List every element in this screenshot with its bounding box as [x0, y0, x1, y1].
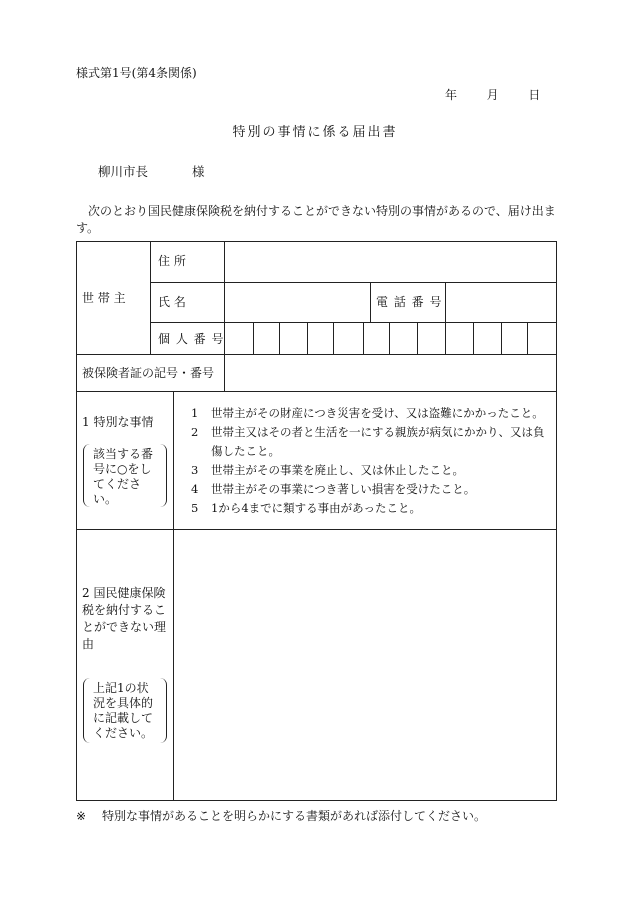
list-item[interactable]: 3 世帯主がその事業を廃止し、又は休止したこと。	[191, 463, 464, 477]
recipient-honorific: 様	[192, 164, 205, 179]
footnote-text: 特別な事情があることを明らかにする書類があれば添付してください。	[102, 809, 487, 823]
intro-text: 次のとおり国民健康保険税を納付することができない特別の事情があるので、届け出ます。	[76, 204, 556, 235]
phone-label: 電 話 番 号	[376, 295, 443, 309]
name-label: 氏 名	[158, 295, 186, 309]
recipient-name: 柳川市長	[98, 164, 149, 179]
list-item[interactable]: 5 1から4までに類する事由があったこと。	[191, 501, 422, 515]
phone-field[interactable]	[446, 283, 556, 322]
insurance-card-label: 被保険者証の記号・番号	[82, 366, 215, 380]
section1-bracket	[83, 444, 167, 507]
date-fields	[445, 88, 540, 102]
date-year-label: 年	[445, 88, 458, 102]
name-field[interactable]	[225, 283, 370, 322]
date-day-label: 日	[528, 88, 541, 102]
section1-bracket-note: 該当する番号に○をしてください。	[93, 447, 154, 506]
special-circumstances-list	[191, 404, 553, 518]
list-item[interactable]: 1 世帯主がその財産につき災害を受け、又は盗難にかかったこと。	[191, 406, 544, 420]
householder-label: 世 帯 主	[82, 291, 126, 305]
reason-label: 2 国民健康保険税を納付することができない理由	[82, 586, 167, 651]
list-item[interactable]: 4 世帯主がその事業につき著しい損害を受けたこと。	[191, 482, 476, 496]
date-month-label: 月	[486, 88, 499, 102]
my-number-label: 個 人 番 号	[158, 332, 225, 346]
my-number-field[interactable]	[225, 323, 556, 354]
document-title: 特別の事情に係る届出書	[232, 125, 398, 140]
reason-textarea[interactable]	[174, 530, 556, 800]
special-circumstances-label: 1 特別な事情	[82, 415, 154, 429]
list-item[interactable]: 2 世帯主又はその者と生活を一にする親族が病気にかかり、又は負傷したこと。	[191, 425, 545, 458]
form-number: 様式第1号(第4条関係)	[76, 66, 197, 80]
footnote	[76, 809, 486, 823]
address-label: 住 所	[158, 254, 186, 268]
footnote-mark: ※	[76, 809, 87, 823]
notification-form-table	[76, 241, 557, 801]
insurance-card-field[interactable]	[225, 355, 556, 391]
address-field[interactable]	[225, 242, 556, 282]
section2-bracket	[83, 678, 167, 743]
recipient	[98, 164, 205, 179]
section2-bracket-note: 上記1の状況を具体的に記載してください。	[93, 681, 154, 740]
